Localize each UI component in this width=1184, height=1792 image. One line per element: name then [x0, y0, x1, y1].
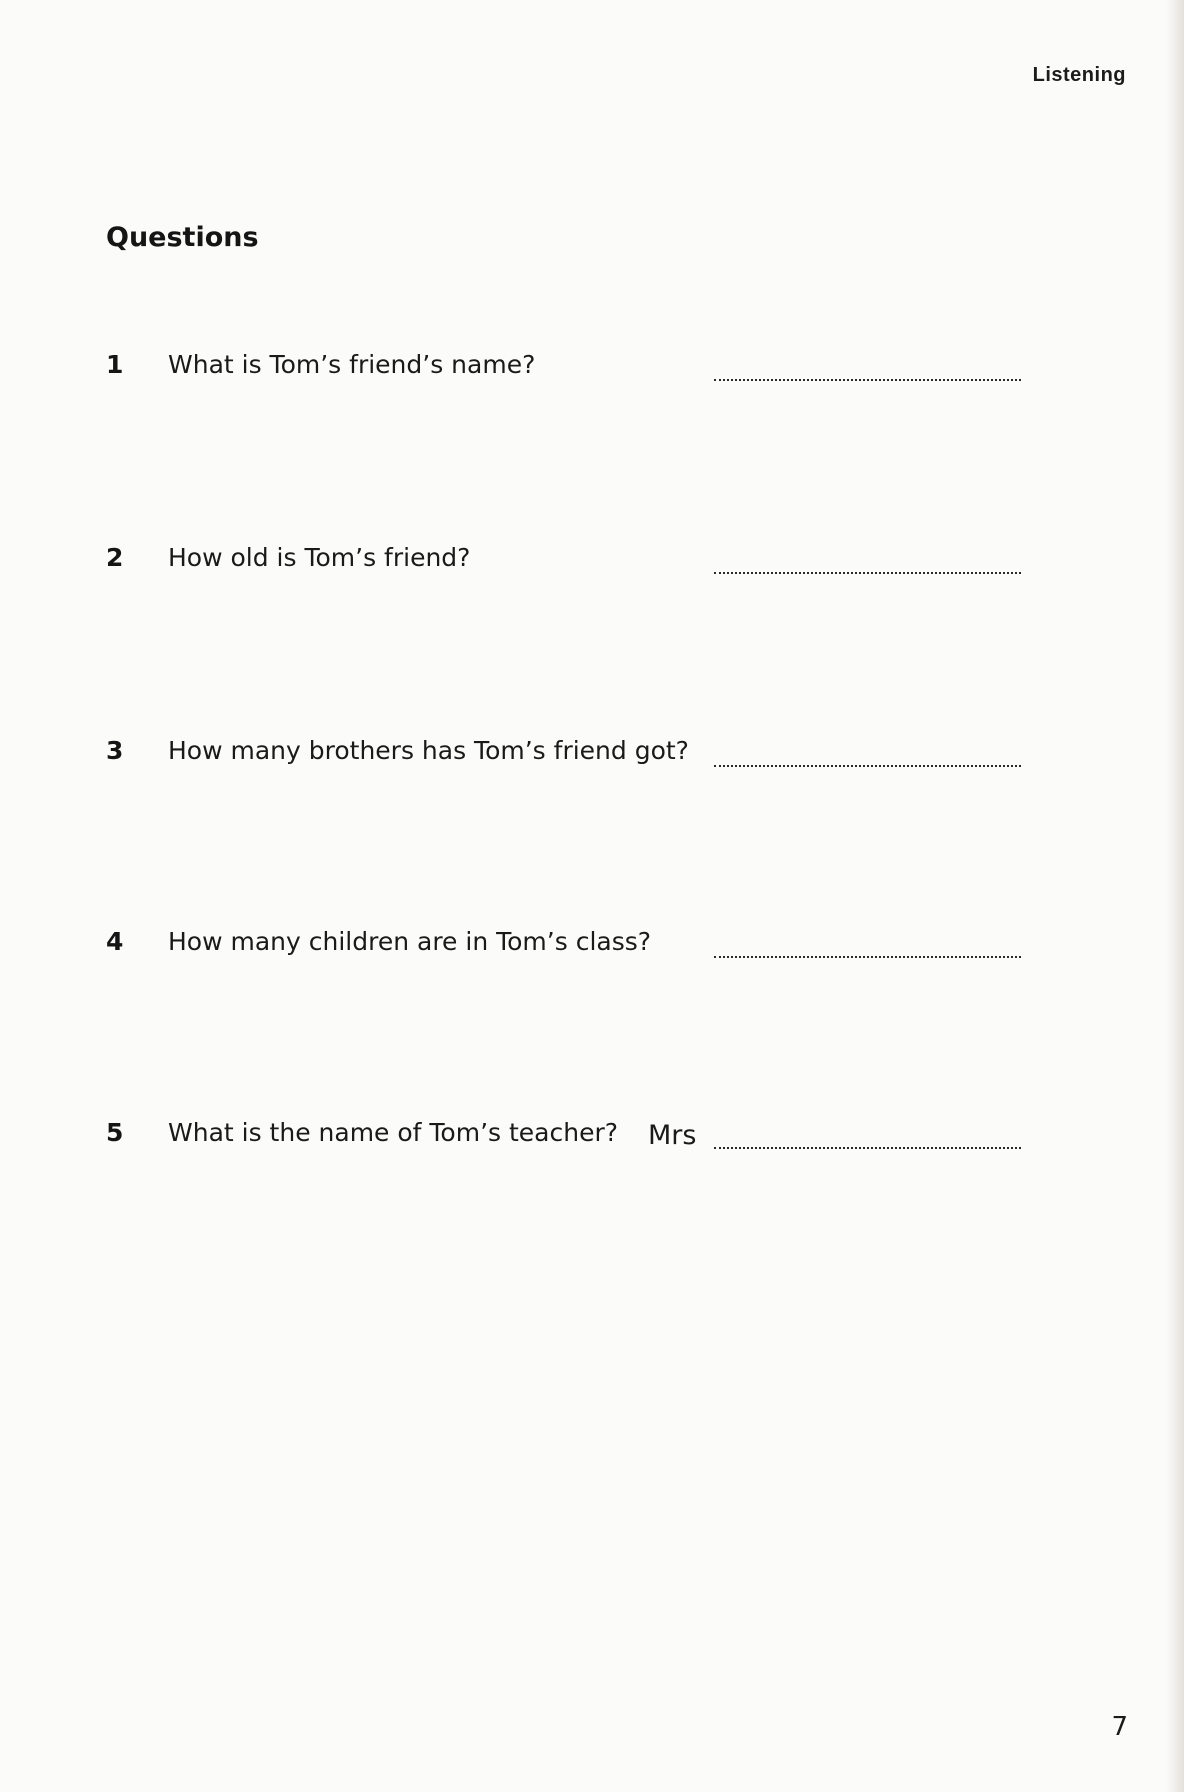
question-text: How many children are in Tom’s class?	[168, 927, 652, 956]
question-text: How many brothers has Tom’s friend got?	[168, 736, 689, 765]
answer-prefix: Mrs	[648, 1120, 697, 1151]
question-2	[106, 543, 1018, 593]
question-text: What is the name of Tom’s teacher?	[168, 1118, 619, 1147]
question-text: How old is Tom’s friend?	[168, 543, 471, 572]
question-number: 4	[106, 927, 124, 956]
page-number: 7	[1111, 1712, 1128, 1742]
question-text: What is Tom’s friend’s name?	[168, 350, 536, 379]
answer-field[interactable]	[714, 956, 1021, 958]
page-edge-shadow	[1166, 0, 1184, 1792]
answer-field[interactable]	[714, 1147, 1021, 1149]
question-number: 1	[106, 350, 124, 379]
question-number: 3	[106, 736, 124, 765]
question-5	[106, 1118, 1018, 1168]
question-number: 5	[106, 1118, 124, 1147]
questions-heading: Questions	[106, 222, 259, 253]
section-label: Listening	[1032, 64, 1126, 86]
question-3	[106, 736, 1018, 786]
question-1	[106, 350, 1018, 400]
question-4	[106, 927, 1018, 977]
answer-field[interactable]	[714, 379, 1021, 381]
question-number: 2	[106, 543, 124, 572]
answer-field[interactable]	[714, 572, 1021, 574]
answer-field[interactable]	[714, 765, 1021, 767]
